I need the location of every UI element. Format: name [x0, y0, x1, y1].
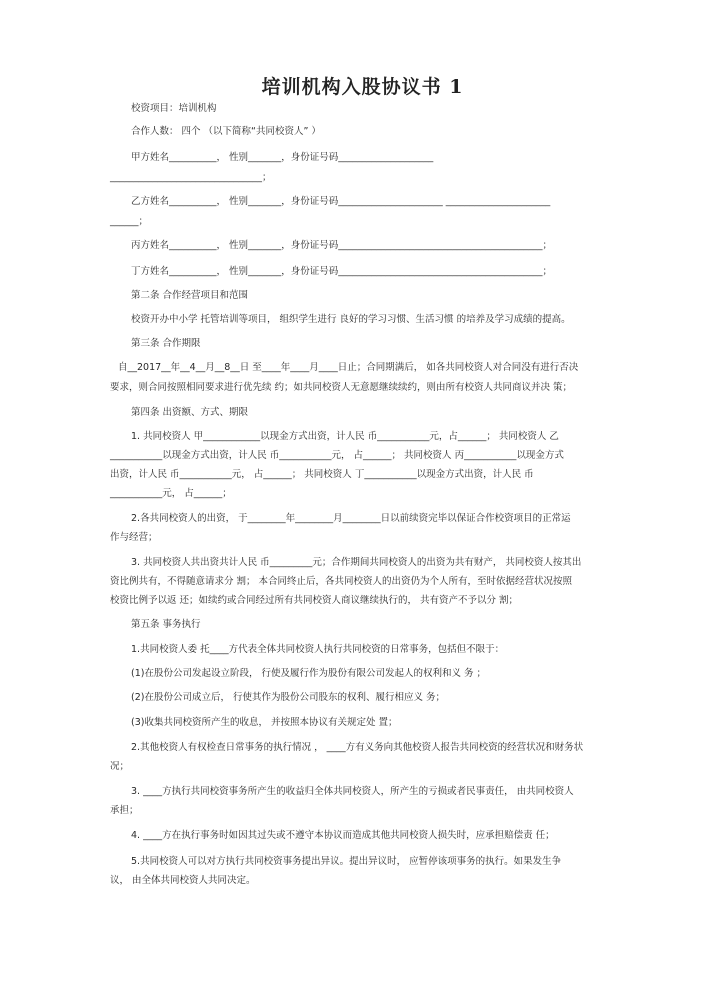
article-4-item1-line3: 出资，计人民 币___________元， 占______； 共同校资人 丁___________以现金方式出资，计人民 币 — [110, 469, 534, 480]
article-5-item1: 1.共同校资人委 托____方代表全体共同校资人执行共同校资的日常事务，包括但不限于： — [131, 644, 505, 655]
party-b-line-cont: ______； — [110, 216, 149, 227]
article-4-item3-line1: 3. 共同校资人共出资共计人民 币_________元；合作期间共同校资人的出资为共有财产， 共同校资人按其出 — [131, 557, 582, 568]
party-c-line: 丙方姓名__________， 性别_______，身份证号码___________________________________________； — [131, 240, 553, 251]
article-4-item3-line2: 资比例共有，不得随意请求分 割； 本合同终止后，各共同校资人的出资仍为个人所有，至时依据经营状况按照 — [110, 576, 573, 587]
article-4-item3-line3: 校资比例予以返 还；如续约或合同经过所有共同校资人商议继续执行的， 共有资产不予以分 割； — [110, 595, 519, 606]
party-d-line: 丁方姓名__________， 性别_______，身份证号码___________________________________________； — [131, 266, 553, 277]
project-line: 校资项目：培训机构 — [131, 103, 217, 114]
article-5-item3-line1: 3. ____方执行共同校资事务所产生的收益归全体共同校资人，所产生的亏损或者民事责任， 由共同校资人 — [131, 786, 574, 797]
article-2-heading: 第二条 合作经营项目和范围 — [131, 290, 249, 301]
article-3-text-2: 要求，则合同按照相同要求进行优先续 约；如共同校资人无意愿继续续约，则由所有校资人共同商议并决 策； — [110, 382, 573, 393]
article-3-text-1: 自__2017__年__4__月__8__日 至____年____月____日止；合同期满后， 如各共同校资人对合同没有进行否决 — [118, 362, 579, 373]
article-5-heading: 第五条 事务执行 — [131, 619, 201, 630]
article-4-item2-line1: 2.各共同校资人的出资， 于________年________月________日以前续资完毕以保证合作校资项目的正常运 — [131, 513, 571, 524]
article-5-item5-line2: 议， 由全体共同校资人共同决定。 — [110, 875, 256, 886]
article-5-sub2: (2)在股份公司成立后， 行使其作为股份公司股东的权利、履行相应义 务； — [131, 692, 445, 703]
article-4-item1-line2: ___________以现金方式出资，计人民 币___________元， 占______； 共同校资人 丙___________以现金方式 — [110, 450, 564, 461]
article-3-heading: 第三条 合作期限 — [131, 338, 201, 349]
article-5-item3-line2: 承担； — [110, 805, 139, 816]
article-5-item5-line1: 5.共同校资人可以对方执行共同校资事务提出异议。提出异议时， 应暂停该项事务的执行。如果发生争 — [131, 856, 562, 867]
article-4-item2-line2: 作与经营； — [110, 532, 158, 543]
article-5-item2-line1: 2.其他校资人有权检查日常事务的执行情况 ， ____方有义务向其他校资人报告共同校资的经营状况和财务状 — [131, 742, 584, 753]
article-4-item1-line1: 1. 共同校资人 甲____________以现金方式出资，计人民 币___________元，占______； 共同校资人 乙 — [131, 431, 559, 442]
article-5-item4: 4. ____方在执行事务时如因其过失或不遵守本协议而造成其他共同校资人损失时，应承担赔偿责 任； — [131, 830, 555, 841]
party-a-line: 甲方姓名__________， 性别_______，身份证号码____________________ — [131, 152, 434, 163]
article-5-sub1: (1)在股份公司发起设立阶段， 行使及履行作为股份有限公司发起人的权利和义 务 ； — [131, 668, 487, 679]
party-b-line: 乙方姓名__________， 性别_______，身份证号码______________________ ______________________ — [131, 196, 551, 207]
article-5-sub3: (3)收集共同校资所产生的收息， 并按照本协议有关规定处 置； — [131, 717, 398, 728]
article-4-heading: 第四条 出资额、方式、期限 — [131, 407, 249, 418]
partner-count-line: 合作人数： 四个 （以下简称“共同校资人” ） — [131, 126, 321, 137]
document-title: 培训机构入股协议书 1 — [261, 76, 464, 98]
article-2-text: 校资开办中小学 托管培训等项目， 组织学生进行 良好的学习习惯、生活习惯 的培养及学习成绩的提高。 — [131, 314, 571, 325]
article-5-item2-line2: 况； — [110, 761, 130, 772]
party-a-line-cont: ________________________________； — [110, 172, 272, 183]
article-4-item1-line4: ___________元， 占______； — [110, 488, 232, 499]
